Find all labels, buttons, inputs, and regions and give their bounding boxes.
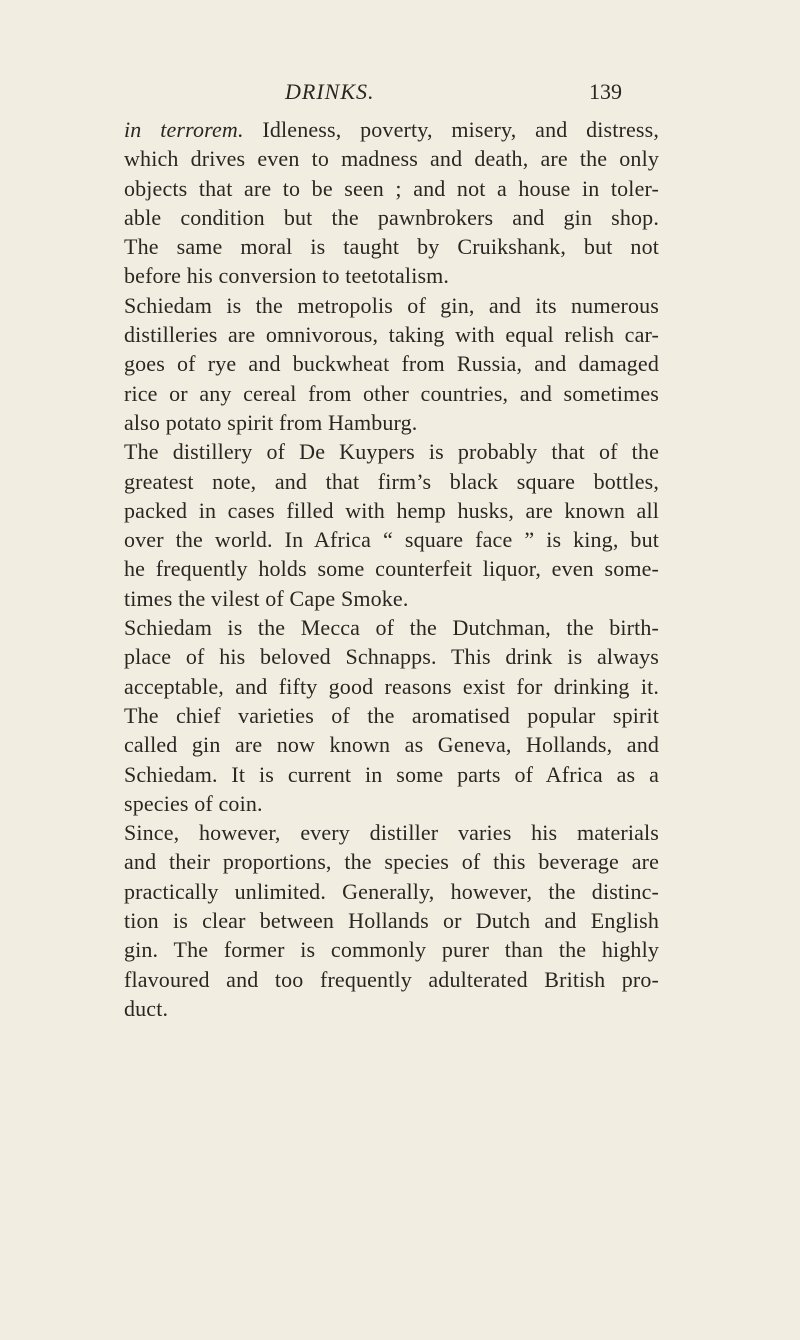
text-line: [124, 760, 659, 789]
text-line: [124, 906, 659, 935]
italic-phrase: in terrorem.: [124, 117, 244, 142]
text-line: [124, 730, 659, 759]
line-text: The distillery of De Kuypers is probably that of the: [124, 439, 659, 465]
line-text: Idleness, poverty, misery, and distress,: [243, 117, 659, 142]
line-text: and their proportions, the species of this beverage are: [124, 849, 659, 875]
line-text: The same moral is taught by Cruikshank, but not: [124, 234, 659, 260]
text-line: [124, 320, 659, 349]
line-text: duct.: [124, 995, 169, 1021]
line-text: acceptable, and fifty good reasons exist for drinking it.: [124, 673, 659, 699]
line-text: flavoured and too frequently adulterated British pro-: [124, 966, 659, 992]
text-line: [124, 935, 659, 964]
line-text: Schiedam. It is current in some parts of Africa as a: [124, 761, 659, 787]
line-text: packed in cases filled with hemp husks, are known all: [124, 497, 659, 523]
text-line: [124, 789, 659, 818]
line-text: he frequently holds some counterfeit liquor, even some-: [124, 556, 659, 582]
text-line: [124, 994, 659, 1023]
text-line: [124, 408, 659, 437]
line-text: place of his beloved Schnapps. This drink is always: [124, 644, 659, 670]
text-line: [124, 291, 659, 320]
line-text: tion is clear between Hollands or Dutch and English: [124, 908, 659, 934]
text-line: [124, 144, 659, 173]
line-text: rice or any cereal from other countries, and sometimes: [124, 380, 659, 406]
text-line: [124, 115, 659, 144]
text-line: [124, 232, 659, 261]
line-text: times the vilest of Cape Smoke.: [124, 585, 409, 611]
text-line: [124, 613, 659, 642]
text-line: [124, 379, 659, 408]
text-line: [124, 261, 659, 290]
line-text: gin. The former is commonly purer than the highly: [124, 937, 659, 963]
text-line: [124, 496, 659, 525]
line-text: Since, however, every distiller varies his materials: [124, 820, 659, 846]
line-text: called gin are now known as Geneva, Hollands, and: [124, 732, 659, 758]
running-head: [0, 79, 800, 109]
line-text: goes of rye and buckwheat from Russia, and damaged: [124, 351, 659, 377]
body-text: [124, 115, 659, 1023]
text-line: [124, 203, 659, 232]
text-line: [124, 525, 659, 554]
text-line: [124, 818, 659, 847]
line-text: able condition but the pawnbrokers and gin shop.: [124, 204, 659, 230]
line-text: over the world. In Africa “ square face ” is king, but: [124, 527, 659, 553]
text-line: [124, 467, 659, 496]
line-text: before his conversion to teetotalism.: [124, 263, 450, 289]
text-line: [124, 701, 659, 730]
text-line: [124, 847, 659, 876]
line-text: which drives even to madness and death, are the only: [124, 146, 659, 172]
line-text: also potato spirit from Hamburg.: [124, 409, 418, 435]
line-text: objects that are to be seen ; and not a house in toler-: [124, 175, 659, 201]
line-text: Schiedam is the metropolis of gin, and its numerous: [124, 292, 659, 318]
text-line: [124, 349, 659, 378]
text-line: [124, 672, 659, 701]
page-number: 139: [589, 79, 622, 104]
line-text: greatest note, and that firm’s black square bottles,: [124, 468, 659, 494]
text-line: [124, 174, 659, 203]
text-line: [124, 437, 659, 466]
text-line: [124, 642, 659, 671]
text-line: [124, 877, 659, 906]
line-text: Schiedam is the Mecca of the Dutchman, the birth-: [124, 615, 659, 641]
line-text: The chief varieties of the aromatised popular spirit: [124, 702, 659, 728]
line-text: species of coin.: [124, 790, 263, 816]
line-text: practically unlimited. Generally, however, the distinc-: [124, 878, 659, 904]
line-text: distilleries are omnivorous, taking with equal relish car-: [124, 322, 659, 348]
text-line: [124, 965, 659, 994]
running-title: DRINKS.: [285, 79, 375, 104]
text-line: [124, 554, 659, 583]
text-line: [124, 584, 659, 613]
